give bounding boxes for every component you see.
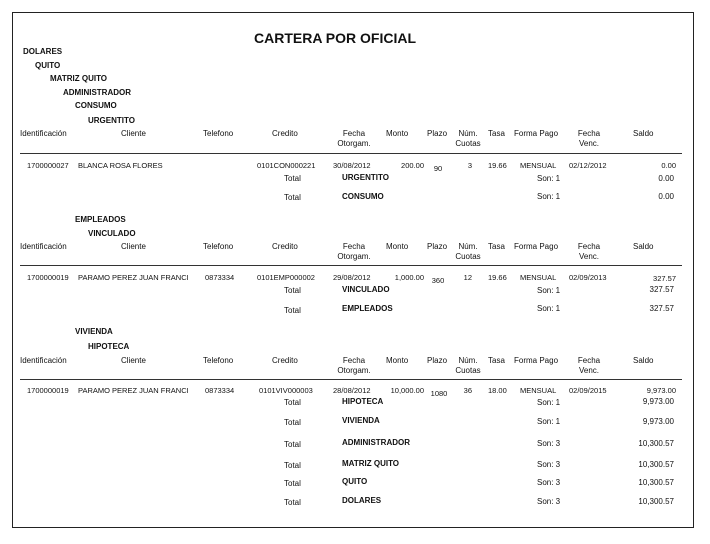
col-identificacion: Identificación — [20, 356, 67, 365]
cell-telefono: 0873334 — [205, 273, 235, 282]
total-label: Total — [284, 193, 301, 202]
hier-subgroup: URGENTITO — [88, 116, 135, 125]
cell-forma: MENSUAL — [520, 386, 557, 395]
hier-officer: ADMINISTRADOR — [63, 88, 131, 97]
total-name: DOLARES — [342, 496, 382, 505]
hier-group: VIVIENDA — [75, 327, 113, 336]
col-cliente: Cliente — [121, 242, 146, 251]
total-saldo: 10,300.57 — [638, 439, 674, 448]
col-cliente: Cliente — [121, 129, 146, 138]
col-fecha-otorg: Fecha Otorgam. — [337, 129, 371, 148]
total-son: Son: 3 — [537, 439, 561, 448]
col-saldo: Saldo — [633, 356, 654, 365]
cell-cuotas: 3 — [467, 161, 472, 170]
cell-telefono: 0873334 — [205, 386, 235, 395]
cell-tasa: 19.66 — [488, 273, 507, 282]
cell-plazo: 90 — [433, 164, 443, 173]
cell-venc: 02/09/2015 — [569, 386, 607, 395]
total-saldo: 327.57 — [649, 285, 674, 294]
hier-branch: MATRIZ QUITO — [50, 74, 108, 83]
cell-credito: 0101VIV000003 — [259, 386, 313, 395]
total-son: Son: 1 — [537, 192, 561, 201]
total-saldo: 9,973.00 — [642, 397, 674, 406]
col-tasa: Tasa — [488, 356, 505, 365]
cell-id: 1700000019 — [27, 386, 69, 395]
total-name: EMPLEADOS — [342, 304, 393, 313]
total-son: Son: 1 — [537, 398, 561, 407]
col-plazo: Plazo — [427, 129, 448, 138]
total-name: URGENTITO — [342, 173, 389, 182]
cell-saldo: 0.00 — [661, 161, 676, 170]
total-saldo: 0.00 — [658, 174, 674, 183]
cell-monto: 200.00 — [401, 161, 424, 170]
col-identificacion: Identificación — [20, 242, 67, 251]
cell-cliente: BLANCA ROSA FLORES — [78, 161, 163, 170]
col-forma-pago: Forma Pago — [514, 356, 559, 365]
col-saldo: Saldo — [633, 129, 654, 138]
hier-group: EMPLEADOS — [75, 215, 126, 224]
cell-credito: 0101CON000221 — [257, 161, 316, 170]
header-divider — [20, 265, 682, 266]
total-saldo: 327.57 — [649, 304, 674, 313]
col-num-cuotas: Núm. Cuotas — [455, 242, 481, 261]
total-name: MATRIZ QUITO — [342, 459, 400, 468]
col-num-cuotas: Núm. Cuotas — [455, 356, 481, 375]
col-telefono: Telefono — [203, 242, 234, 251]
col-plazo: Plazo — [427, 356, 448, 365]
total-son: Son: 1 — [537, 304, 561, 313]
hier-group: CONSUMO — [75, 101, 117, 110]
total-label: Total — [284, 286, 301, 295]
total-son: Son: 1 — [537, 174, 561, 183]
cell-monto: 10,000.00 — [390, 386, 424, 395]
total-name: ADMINISTRADOR — [342, 438, 410, 447]
cell-cuotas: 36 — [463, 386, 472, 395]
col-credito: Credito — [272, 356, 298, 365]
col-num-cuotas: Núm. Cuotas — [455, 129, 481, 148]
col-telefono: Telefono — [203, 129, 234, 138]
header-divider — [20, 153, 682, 154]
total-label: Total — [284, 418, 301, 427]
cell-venc: 02/09/2013 — [569, 273, 607, 282]
total-label: Total — [284, 398, 301, 407]
cell-cuotas: 12 — [463, 273, 472, 282]
cell-forma: MENSUAL — [520, 273, 557, 282]
cell-credito: 0101EMP000002 — [257, 273, 315, 282]
total-label: Total — [284, 461, 301, 470]
total-son: Son: 1 — [537, 286, 561, 295]
report-title: CARTERA POR OFICIAL — [254, 30, 417, 46]
cell-saldo: 9,973.00 — [646, 386, 676, 395]
cell-saldo: 327.57 — [653, 274, 676, 283]
cell-venc: 02/12/2012 — [569, 161, 607, 170]
cell-id: 1700000027 — [27, 161, 69, 170]
cell-monto: 1,000.00 — [394, 273, 424, 282]
col-fecha-venc: Fecha Venc. — [577, 242, 601, 261]
total-name: VIVIENDA — [342, 416, 380, 425]
col-identificacion: Identificación — [20, 129, 67, 138]
hier-city: QUITO — [35, 61, 61, 70]
col-tasa: Tasa — [488, 242, 505, 251]
col-plazo: Plazo — [427, 242, 448, 251]
col-fecha-venc: Fecha Venc. — [577, 129, 601, 148]
header-divider — [20, 379, 682, 380]
total-label: Total — [284, 174, 301, 183]
total-name: CONSUMO — [342, 192, 384, 201]
total-label: Total — [284, 440, 301, 449]
cell-id: 1700000019 — [27, 273, 69, 282]
col-monto: Monto — [386, 242, 409, 251]
col-fecha-otorg: Fecha Otorgam. — [337, 356, 371, 375]
hier-currency: DOLARES — [23, 47, 63, 56]
col-monto: Monto — [386, 129, 409, 138]
col-telefono: Telefono — [203, 356, 234, 365]
cell-fecha: 30/08/2012 — [333, 161, 371, 170]
total-label: Total — [284, 479, 301, 488]
col-monto: Monto — [386, 356, 409, 365]
col-fecha-venc: Fecha Venc. — [577, 356, 601, 375]
total-saldo: 10,300.57 — [638, 460, 674, 469]
total-saldo: 10,300.57 — [638, 497, 674, 506]
total-saldo: 10,300.57 — [638, 478, 674, 487]
total-label: Total — [284, 498, 301, 507]
col-forma-pago: Forma Pago — [514, 242, 559, 251]
col-saldo: Saldo — [633, 242, 654, 251]
cell-forma: MENSUAL — [520, 161, 557, 170]
total-son: Son: 3 — [537, 497, 561, 506]
cell-cliente: PARAMO PEREZ JUAN FRANCI — [78, 386, 189, 395]
cell-tasa: 19.66 — [488, 161, 507, 170]
col-tasa: Tasa — [488, 129, 505, 138]
total-son: Son: 3 — [537, 478, 561, 487]
total-saldo: 0.00 — [658, 192, 674, 201]
col-credito: Credito — [272, 129, 298, 138]
total-son: Son: 1 — [537, 417, 561, 426]
col-credito: Credito — [272, 242, 298, 251]
total-name: HIPOTECA — [342, 397, 384, 406]
cell-plazo: 1080 — [430, 389, 448, 398]
total-saldo: 9,973.00 — [642, 417, 674, 426]
hier-subgroup: HIPOTECA — [88, 342, 130, 351]
cell-cliente: PARAMO PEREZ JUAN FRANCI — [78, 273, 189, 282]
hier-subgroup: VINCULADO — [88, 229, 136, 238]
col-forma-pago: Forma Pago — [514, 129, 559, 138]
cell-plazo: 360 — [431, 276, 445, 285]
total-son: Son: 3 — [537, 460, 561, 469]
cell-tasa: 18.00 — [488, 386, 507, 395]
col-fecha-otorg: Fecha Otorgam. — [337, 242, 371, 261]
total-name: QUITO — [342, 477, 368, 486]
cell-fecha: 28/08/2012 — [333, 386, 371, 395]
total-label: Total — [284, 306, 301, 315]
cell-fecha: 29/08/2012 — [333, 273, 371, 282]
total-name: VINCULADO — [342, 285, 390, 294]
col-cliente: Cliente — [121, 356, 146, 365]
